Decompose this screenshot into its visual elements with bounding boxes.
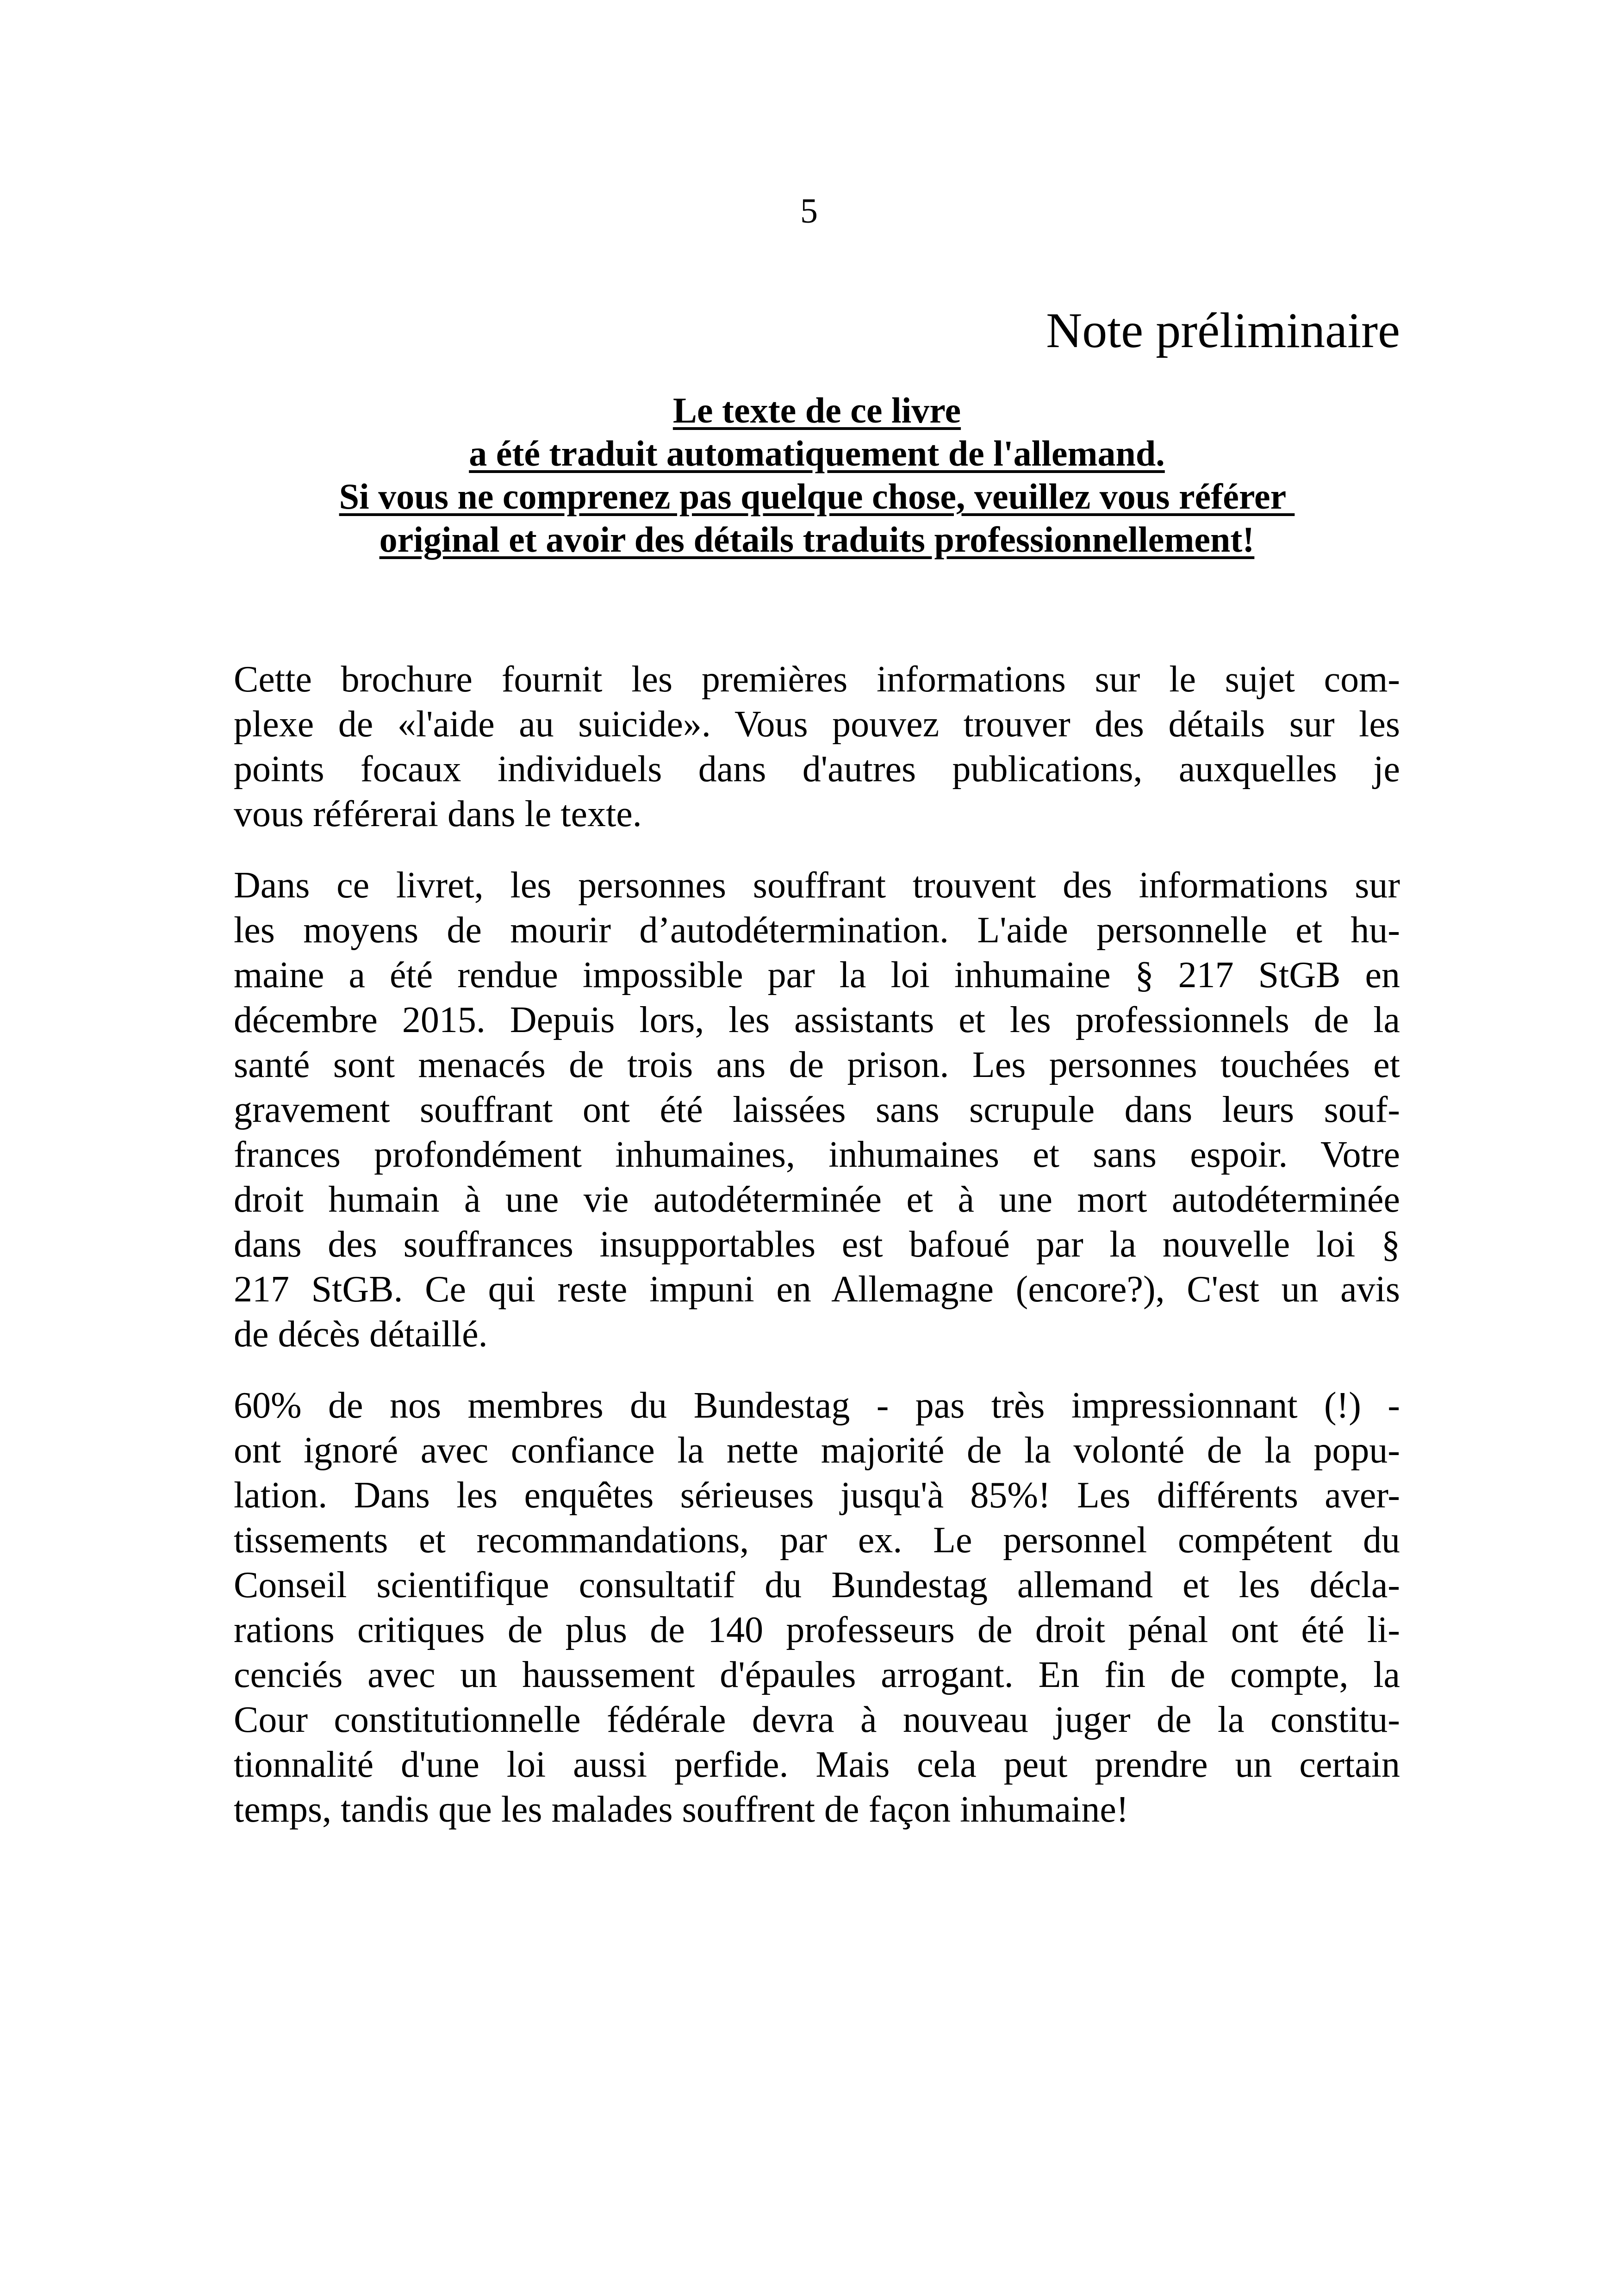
text-line: décembre 2015. Depuis lors, les assistants et les professionnels de la [234,1000,1400,1040]
text-line: les moyens de mourir d’autodétermination. L'aide personnelle et hu- [234,910,1400,951]
notice-line: Le texte de ce livre [672,390,961,430]
paragraph-bundestag [234,1383,1400,1832]
page-title: Note préliminaire [1046,303,1400,358]
notice-line: a été traduit automatiquement de l'allemand. [469,433,1165,473]
text-line: 60% de nos membres du Bundestag - pas très impressionnant (!) - [234,1385,1400,1426]
text-line: 217 StGB. Ce qui reste impuni en Allemagne (encore?), C'est un avis [234,1269,1400,1310]
text-line: tissements et recommandations, par ex. Le personnel compétent du [234,1520,1400,1561]
text-line: dans des souffrances insupportables est bafoué par la nouvelle loi § [234,1224,1400,1265]
body-text [234,657,1400,1859]
notice-line: original et avoir des détails traduits professionnellement! [379,519,1255,560]
text-line: de décès détaillé. [234,1314,488,1355]
text-line: Conseil scientifique consultatif du Bundestag allemand et les décla- [234,1565,1400,1605]
page-number: 5 [800,192,818,230]
text-line: vous référerai dans le texte. [234,794,642,834]
paragraph-law [234,863,1400,1357]
text-line: Dans ce livret, les personnes souffrant trouvent des informations sur [234,865,1400,906]
text-line: ont ignoré avec confiance la nette majorité de la volonté de la popu- [234,1430,1400,1471]
paragraph-intro [234,657,1400,837]
text-line: plexe de «l'aide au suicide». Vous pouvez trouver des détails sur les [234,704,1400,745]
text-line: cenciés avec un haussement d'épaules arrogant. En fin de compte, la [234,1655,1400,1695]
text-line: lation. Dans les enquêtes sérieuses jusqu'à 85%! Les différents aver- [234,1475,1400,1516]
text-line: santé sont menacés de trois ans de prison. Les personnes touchées et [234,1045,1400,1085]
text-line: temps, tandis que les malades souffrent de façon inhumaine! [234,1789,1129,1830]
text-line: points focaux individuels dans d'autres publications, auxquelles je [234,749,1400,790]
text-line: Cette brochure fournit les premières informations sur le sujet com- [234,659,1400,700]
text-line: tionnalité d'une loi aussi perfide. Mais cela peut prendre un certain [234,1744,1400,1785]
text-line: rations critiques de plus de 140 professeurs de droit pénal ont été li- [234,1610,1400,1650]
translation-notice [234,389,1400,561]
text-line: Cour constitutionnelle fédérale devra à nouveau juger de la constitu- [234,1699,1400,1740]
text-line: frances profondément inhumaines, inhumaines et sans espoir. Votre [234,1134,1400,1175]
text-line: gravement souffrant ont été laissées sans scrupule dans leurs souf- [234,1089,1400,1130]
text-line: droit humain à une vie autodéterminée et à une mort autodéterminée [234,1179,1400,1220]
notice-line: Si vous ne comprenez pas quelque chose, veuillez vous référer [339,476,1295,516]
text-line: maine a été rendue impossible par la loi inhumaine § 217 StGB en [234,955,1400,996]
